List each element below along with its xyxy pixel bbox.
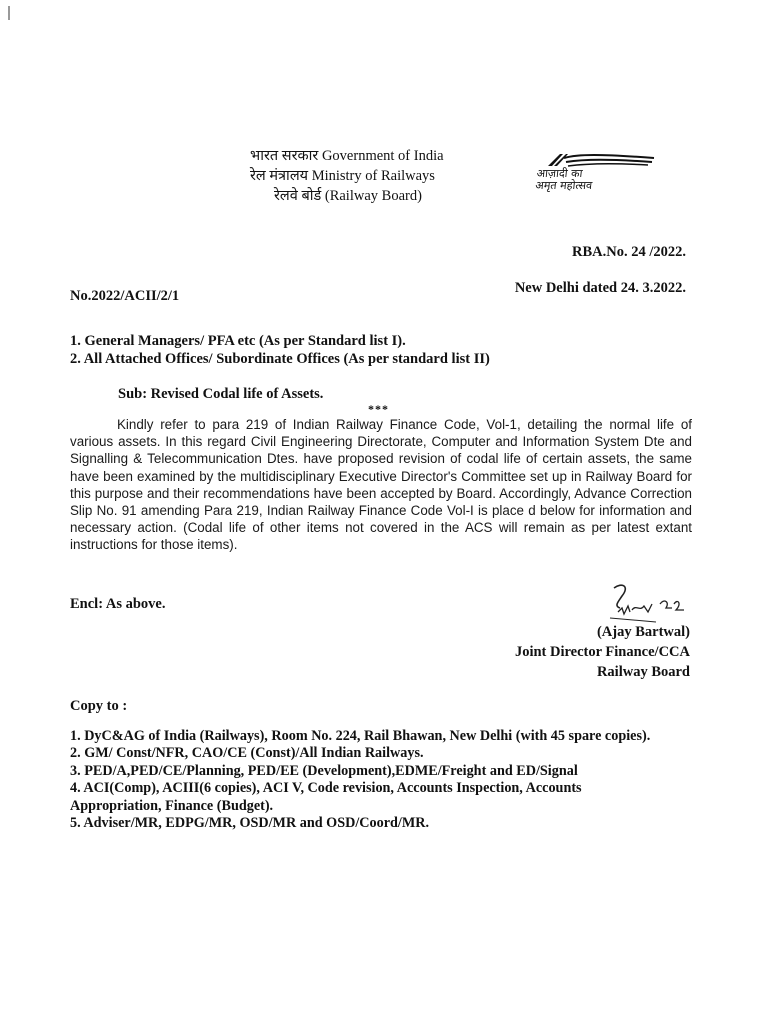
letterhead-line-3: [250, 186, 510, 206]
copy-to-item: 1. DyC&AG of India (Railways), Room No. 224, Rail Bhawan, New Delhi (with 45 spare copies).: [70, 728, 651, 744]
copy-to-item: 4. ACI(Comp), ACIII(6 copies), ACI V, Code revision, Accounts Inspection, Accounts Appropriation, Finance (Budget).: [70, 780, 582, 814]
signatory-name: (Ajay Bartwal): [596, 624, 690, 640]
english-text: (Railway Board): [324, 188, 422, 204]
copy-to-item: 2. GM/ Const/NFR, CAO/CE (Const)/All Indian Railways.: [70, 745, 424, 762]
english-text: Ministry of Railways: [311, 168, 435, 184]
addressee-item: 2. All Attached Offices/ Subordinate Offices (As per standard list II): [70, 351, 490, 367]
logo-text-line-1: आज़ादी का: [536, 167, 584, 180]
body-paragraph: Kindly refer to para 219 of Indian Railway Finance Code, Vol-1, detailing the normal life of various assets. In this regard Civil Engineering Directorate, Computer and Information System Dte and Signalling & Telecommunication Dtes. have proposed revision of codal life of certain assets, the same have been examined by the multidisciplinary Executive Director's Committee set up in Railway Board for this purpose and their recommendations have been accepted by Board. Accordingly, Advance Correction Slip No. 91 amending Para 219, Indian Railway Finance Code Vol-I is place d below for information and necessary action. (Codal life of other items not covered in the ACS will remain as per latest extant instructions for those items).: [70, 417, 692, 553]
enclosure-note: Encl: As above.: [70, 596, 166, 612]
scan-speck: [8, 6, 10, 20]
rba-number: RBA.No. 24 /2022.: [572, 244, 686, 260]
hindi-text: रेल मंत्रालय: [250, 168, 309, 184]
file-number: No.2022/ACII/2/1: [70, 288, 180, 304]
copy-to-item: 5. Adviser/MR, EDPG/MR, OSD/MR and OSD/Coord/MR.: [70, 815, 430, 832]
subject-line: Sub: Revised Codal life of Assets.: [118, 386, 324, 402]
logo-text: [535, 168, 594, 192]
signatory-office: Railway Board: [596, 664, 690, 680]
logo-text-line-2: अमृत महोत्सव: [534, 179, 593, 192]
signatory-designation: Joint Director Finance/CCA: [514, 644, 690, 660]
letterhead-line-1: [250, 146, 510, 166]
addressee-item: 1. General Managers/ PFA etc (As per Standard list I).: [70, 333, 406, 349]
copy-to-list: [70, 728, 670, 832]
letterhead: [250, 146, 510, 206]
english-text: Government of India: [321, 148, 444, 164]
separator: ***: [368, 402, 389, 416]
hindi-text: भारत सरकार: [250, 148, 319, 164]
copy-to-item: 3. PED/A,PED/CE/Planning, PED/EE (Development),EDME/Freight and ED/Signal: [70, 762, 578, 779]
copy-to-heading: Copy to :: [70, 698, 128, 714]
addressee-list: [70, 332, 490, 368]
signatory-block: [515, 622, 690, 682]
date-line: New Delhi dated 24. 3.2022.: [514, 280, 686, 296]
hindi-text: रेलवे बोर्ड: [274, 188, 322, 204]
azadi-ka-amrit-mahotsav-logo: [530, 150, 660, 200]
letterhead-line-2: [250, 166, 510, 186]
